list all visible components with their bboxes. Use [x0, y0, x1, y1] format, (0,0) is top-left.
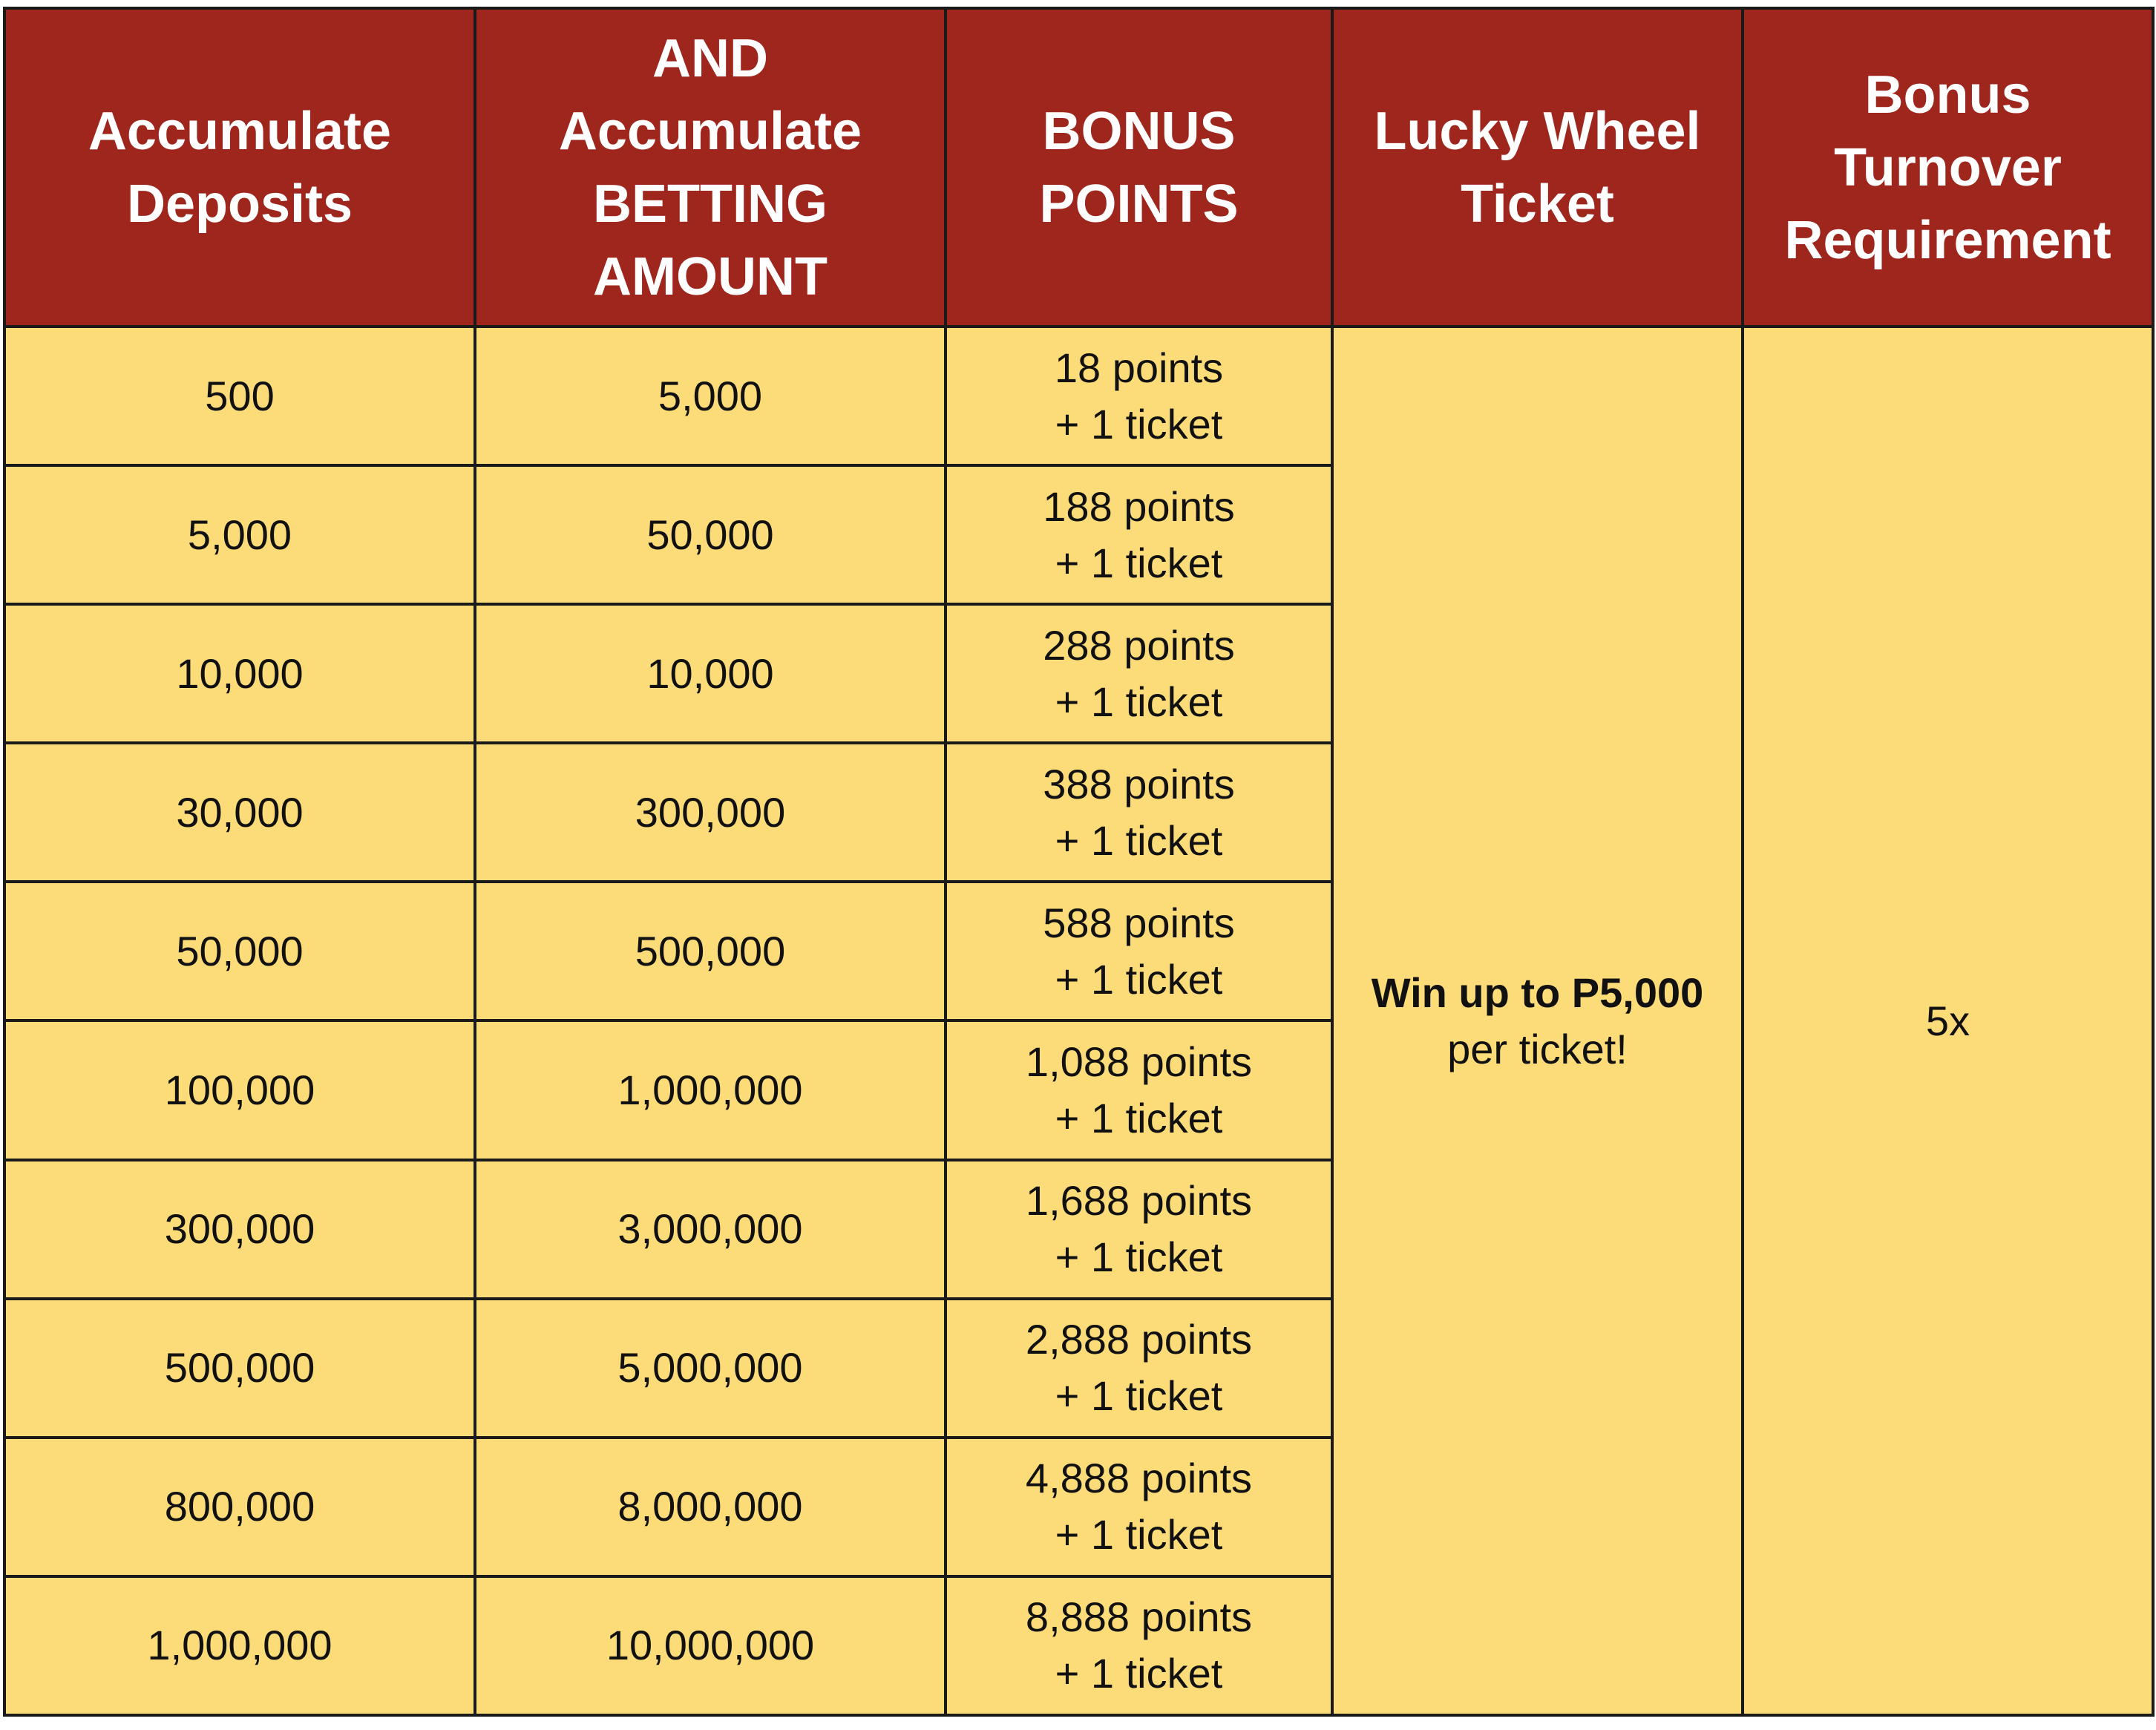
- header-line: Ticket: [1461, 174, 1614, 234]
- points-text: 1,088 points: [1025, 1038, 1253, 1086]
- deposit-cell: 100,000: [4, 1020, 475, 1159]
- ticket-text: + 1 ticket: [1055, 816, 1223, 864]
- bonus-points-cell: [946, 465, 1332, 604]
- points-text: 388 points: [1043, 760, 1235, 807]
- bonus-points-cell: [946, 1576, 1332, 1715]
- points-text: 2,888 points: [1025, 1316, 1253, 1363]
- header-betting-amount: [475, 8, 946, 327]
- points-text: 588 points: [1043, 899, 1235, 946]
- betting-cell: 500,000: [475, 882, 946, 1020]
- deposit-cell: 30,000: [4, 743, 475, 882]
- deposit-cell: 1,000,000: [4, 1576, 475, 1715]
- deposit-cell: 5,000: [4, 465, 475, 604]
- betting-cell: 3,000,000: [475, 1160, 946, 1299]
- ticket-text: + 1 ticket: [1055, 1372, 1223, 1420]
- table-row: [4, 327, 2153, 465]
- table-header-row: [4, 8, 2153, 327]
- points-text: 18 points: [1054, 344, 1224, 391]
- ticket-text: + 1 ticket: [1055, 1095, 1223, 1142]
- points-text: 188 points: [1043, 482, 1235, 530]
- betting-cell: 50,000: [475, 465, 946, 604]
- header-line: POINTS: [1039, 174, 1239, 234]
- ticket-text: + 1 ticket: [1055, 539, 1223, 586]
- header-line: Turnover: [1834, 137, 2062, 197]
- betting-cell: 10,000,000: [475, 1576, 946, 1715]
- deposit-cell: 10,000: [4, 604, 475, 743]
- points-text: 288 points: [1043, 621, 1235, 669]
- points-text: 1,688 points: [1025, 1177, 1253, 1225]
- turnover-cell: 5x: [1743, 327, 2153, 1715]
- header-line: Accumulate: [558, 101, 862, 161]
- ticket-text: + 1 ticket: [1055, 955, 1223, 1003]
- deposit-cell: 300,000: [4, 1160, 475, 1299]
- betting-cell: 10,000: [475, 604, 946, 743]
- deposit-cell: 500: [4, 327, 475, 465]
- points-text: 8,888 points: [1025, 1593, 1253, 1641]
- bonus-points-cell: [946, 743, 1332, 882]
- bonus-points-cell: [946, 1438, 1332, 1576]
- bonus-points-cell: [946, 1020, 1332, 1159]
- deposit-cell: 800,000: [4, 1438, 475, 1576]
- betting-cell: 8,000,000: [475, 1438, 946, 1576]
- header-line: Requirement: [1784, 210, 2111, 270]
- deposit-cell: 500,000: [4, 1299, 475, 1438]
- betting-cell: 5,000: [475, 327, 946, 465]
- header-line: AND: [652, 28, 768, 88]
- bonus-points-cell: [946, 882, 1332, 1020]
- ticket-text: + 1 ticket: [1055, 1233, 1223, 1281]
- ticket-text: + 1 ticket: [1055, 1650, 1223, 1697]
- bonus-points-cell: [946, 604, 1332, 743]
- header-line: Bonus: [1864, 65, 2031, 125]
- lucky-wheel-subtext: per ticket!: [1447, 1025, 1628, 1072]
- header-line: BONUS: [1042, 101, 1236, 161]
- bonus-points-cell: [946, 327, 1332, 465]
- header-line: AMOUNT: [593, 246, 828, 307]
- ticket-text: + 1 ticket: [1055, 678, 1223, 725]
- lucky-wheel-headline: Win up to P5,000: [1371, 969, 1704, 1016]
- ticket-text: + 1 ticket: [1055, 1511, 1223, 1559]
- header-line: Accumulate: [88, 101, 392, 161]
- header-line: Deposits: [126, 174, 353, 234]
- bonus-tier-table: [3, 7, 2155, 1717]
- ticket-text: + 1 ticket: [1055, 400, 1223, 448]
- header-line: BETTING: [593, 174, 828, 234]
- betting-cell: 1,000,000: [475, 1020, 946, 1159]
- header-lucky-wheel-ticket: [1332, 8, 1743, 327]
- betting-cell: 5,000,000: [475, 1299, 946, 1438]
- header-bonus-points: [946, 8, 1332, 327]
- bonus-points-cell: [946, 1160, 1332, 1299]
- header-bonus-turnover-requirement: [1743, 8, 2153, 327]
- header-line: Lucky Wheel: [1374, 101, 1701, 161]
- bonus-points-cell: [946, 1299, 1332, 1438]
- lucky-wheel-cell: [1332, 327, 1743, 1715]
- deposit-cell: 50,000: [4, 882, 475, 1020]
- header-accumulate-deposits: [4, 8, 475, 327]
- points-text: 4,888 points: [1025, 1455, 1253, 1502]
- betting-cell: 300,000: [475, 743, 946, 882]
